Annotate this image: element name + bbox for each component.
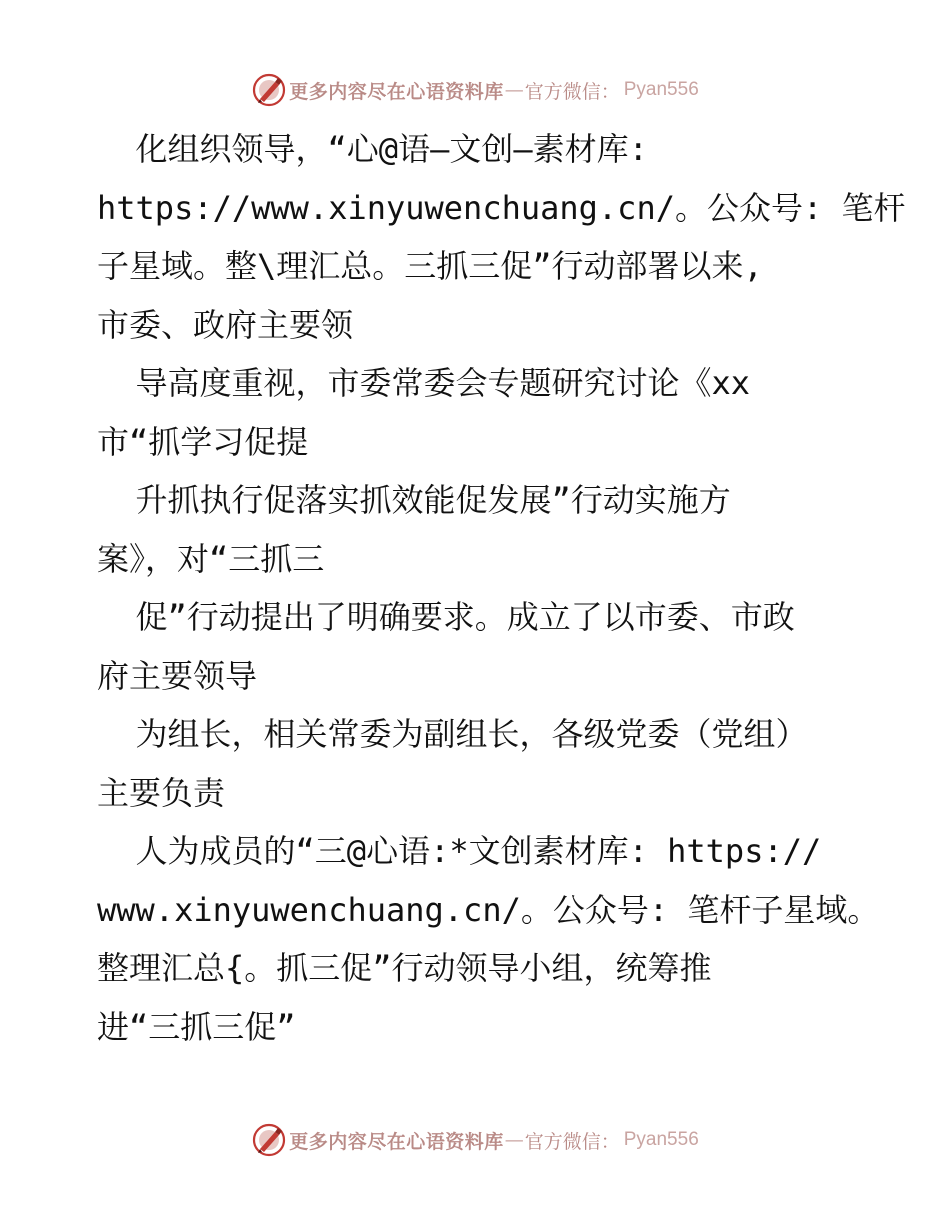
footer-dash: — [504, 1129, 524, 1151]
pen-logo-icon [251, 72, 287, 108]
footer-wechat-id: Pyan556 [623, 1129, 699, 1150]
body-line: 导高度重视，市委常委会专题研究讨论《xx [97, 364, 751, 402]
body-line: 为组长，相关常委为副组长，各级党委（党组） [97, 715, 808, 753]
header-dash: — [504, 79, 524, 101]
pen-logo-icon [251, 1122, 287, 1158]
header-wechat-label: 官方微信： [524, 80, 620, 103]
body-line: 升抓执行促落实抓效能促发展”行动实施方 [97, 481, 731, 519]
header-wechat-id: Pyan556 [623, 79, 699, 100]
body-line: 子星域。整\理汇总。三抓三促”行动部署以来, [97, 247, 763, 285]
header-brand-text: 更多内容尽在心语资料库 [289, 80, 504, 103]
body-line: 化组织领导，“心@语—文创—素材库: [97, 130, 648, 168]
footer-watermark [0, 1120, 950, 1160]
body-line: 人为成员的“三@心语:*文创素材库: https:// [97, 832, 822, 870]
body-line: www.xinyuwenchuang.cn/。公众号: 笔杆子星域。 [97, 890, 880, 929]
body-line: 主要负责 [97, 773, 226, 812]
header-watermark [0, 70, 950, 110]
body-line: 促”行动提出了明确要求。成立了以市委、市政 [97, 598, 795, 636]
footer-wechat-label: 官方微信： [524, 1130, 620, 1153]
body-line: 府主要领导 [97, 656, 258, 695]
body-line: 整理汇总{。抓三促”行动领导小组，统筹推 [97, 949, 712, 987]
body-line: 市“抓学习促提 [97, 422, 309, 461]
footer-brand-text: 更多内容尽在心语资料库 [289, 1130, 504, 1153]
body-line: 市委、政府主要领 [97, 305, 354, 344]
document-body [97, 120, 906, 1056]
body-line: 进“三抓三促” [97, 1007, 296, 1046]
body-line: https://www.xinyuwenchuang.cn/。公众号: 笔杆 [97, 188, 906, 227]
body-line: 案》，对“三抓三 [97, 539, 325, 578]
